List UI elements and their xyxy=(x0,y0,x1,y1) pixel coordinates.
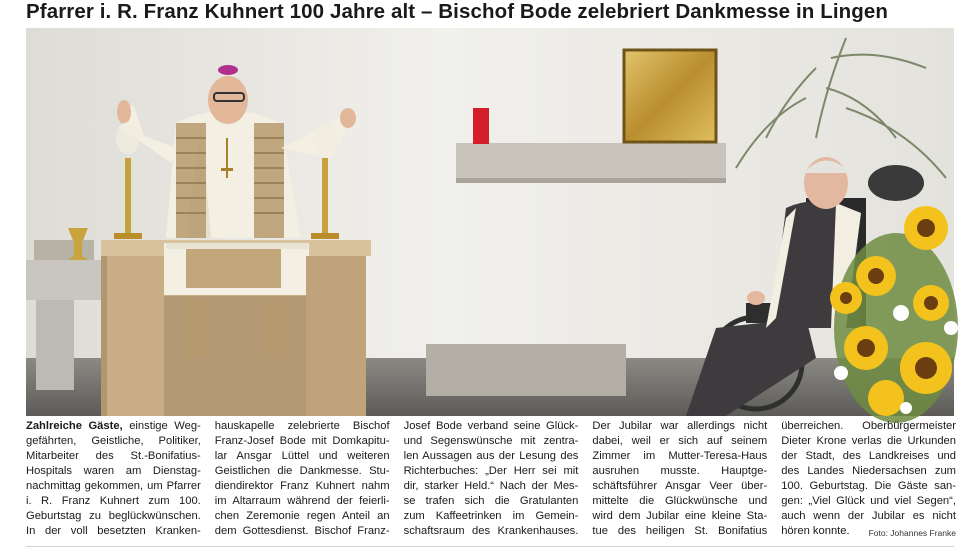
caption-line: gefährten, Geistliche, Politiker, xyxy=(26,435,201,447)
caption-line: überreichen. Oberbürgermeister xyxy=(781,420,956,432)
caption-line: dabei, weil er sich auf seinem xyxy=(592,435,768,447)
caption-line: Franz-Josef Bode mit Domkapitu- xyxy=(214,435,390,447)
caption-line: se trafen sich die Gratulanten xyxy=(403,495,579,507)
caption-column-2 xyxy=(215,419,390,541)
caption-line: Mitarbeiter des St.-Bonifatius- xyxy=(26,450,201,462)
photo-credit: Foto: Johannes Franke xyxy=(868,528,956,538)
caption-column-3 xyxy=(404,419,579,541)
caption-line: 100. Geburtstag. Die Gäste san- xyxy=(781,480,956,492)
caption-line: schaftsraum des Krankenhauses. xyxy=(403,525,579,537)
caption-line: diendirektor Franz Kuhnert nahm xyxy=(214,480,390,492)
caption-line: im Altarraum während der feierli- xyxy=(214,495,390,507)
altar-step xyxy=(426,344,626,396)
caption-line: der Stadt, des Landkreises und xyxy=(781,450,956,462)
headline: Pfarrer i. R. Franz Kuhnert 100 Jahre alt – Bischof Bode zelebriert Dankmesse in Lingen xyxy=(26,0,888,23)
caption-line: tue des heiligen St. Bonifatius xyxy=(592,525,768,537)
caption-line: und Segenswünsche mit zentra- xyxy=(403,435,579,447)
caption-line xyxy=(26,419,201,434)
caption-line: zum Kaffeetrinken im Gemein- xyxy=(403,510,579,522)
caption-line: i. R. Franz Kuhnert zum 100. xyxy=(26,495,201,507)
caption-line: des Landes Niedersachsen zum xyxy=(781,465,956,477)
caption-line: dem Gottesdienst. Bischof Franz- xyxy=(214,525,390,537)
caption-line: Geburtstag zu beglückwünschen. xyxy=(26,510,201,522)
caption-column-5 xyxy=(781,419,956,541)
caption-line: mittelte die Glückwünsche und xyxy=(592,495,768,507)
caption-line: schäftsführer Ansgar Veer über- xyxy=(592,480,768,492)
caption-line: wird dem Jubilar eine kleine Sta- xyxy=(592,510,768,522)
caption-line: Dieter Krone verlas die Urkunden xyxy=(781,435,956,447)
caption-line: auch wenn der Jubilar es nicht xyxy=(781,510,956,522)
caption-line: Zimmer im Mutter-Teresa-Haus xyxy=(592,450,768,462)
caption-line: Josef Bode verband seine Glück- xyxy=(403,420,579,432)
caption-text: einstige Weg- xyxy=(129,420,201,432)
caption-line: Der Jubilar war allerdings nicht xyxy=(592,420,768,432)
caption-column-4 xyxy=(592,419,767,541)
caption-line: chen Zeremonie regen Anteil an xyxy=(214,510,390,522)
photo-caption xyxy=(26,419,956,538)
caption-line: len Aussagen aus der Lesung des xyxy=(403,450,579,462)
caption-column-1 xyxy=(26,419,201,541)
caption-line: gen: „Viel Glück und viel Segen“, xyxy=(781,495,956,507)
photo-scene xyxy=(26,28,954,416)
bottom-rule xyxy=(26,546,954,547)
news-photo xyxy=(26,28,954,416)
caption-line: lar Ansgar Lüttel und weiteren xyxy=(214,450,390,462)
caption-line: In der voll besetzten Kranken- xyxy=(26,525,201,537)
caption-line: ausruhen musste. Hauptge- xyxy=(592,465,768,477)
altar xyxy=(101,240,371,416)
caption-line: Geistlichen die Dankmesse. Stu- xyxy=(214,465,390,477)
red-candle xyxy=(473,108,489,144)
caption-line: Richterbuches: „Der Herr sei mit xyxy=(403,465,579,477)
wall-shelf xyxy=(456,143,726,183)
caption-line: nachmittag gekommen, um Pfarrer xyxy=(26,480,201,492)
caption-lead: Zahlreiche Gäste, xyxy=(26,420,123,432)
caption-line: hauskapelle zelebrierte Bischof xyxy=(214,420,390,432)
caption-line: Hospitals waren am Dienstag- xyxy=(26,465,201,477)
caption-line: dir, starker Held.“ Nach der Mes- xyxy=(403,480,579,492)
caption-line xyxy=(781,524,956,539)
caption-text: hören konnte. xyxy=(781,525,850,537)
gold-plaque xyxy=(624,50,716,142)
side-table xyxy=(26,260,101,300)
